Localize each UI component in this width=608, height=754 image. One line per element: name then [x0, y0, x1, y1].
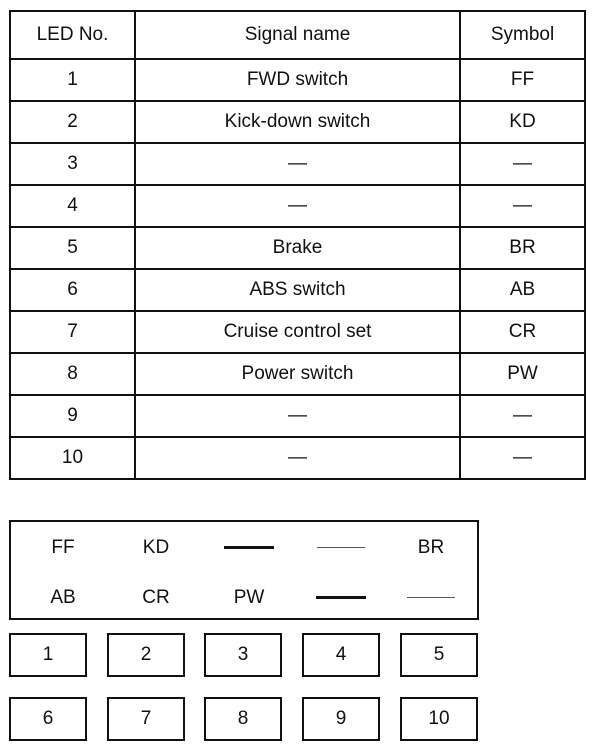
- symbol-cell: —: [460, 143, 585, 185]
- table-row: [10, 185, 585, 227]
- led-no-cell: 1: [10, 59, 135, 101]
- symbol-cell: —: [460, 185, 585, 227]
- symbol-panel: [9, 520, 479, 620]
- panel-unused-thick-dash: [209, 534, 289, 562]
- led-no-cell: 8: [10, 353, 135, 395]
- table-row: [10, 437, 585, 479]
- thin-dash-icon: [407, 597, 455, 598]
- panel-symbol-ff: FF: [51, 537, 75, 558]
- symbol-cell: PW: [460, 353, 585, 395]
- panel-symbol-pw: PW: [233, 587, 265, 608]
- signal-name-cell: —: [135, 143, 460, 185]
- led-no-cell: 4: [10, 185, 135, 227]
- signal-name-cell: —: [135, 395, 460, 437]
- signal-name-cell: Kick-down switch: [135, 101, 460, 143]
- symbol-cell: BR: [460, 227, 585, 269]
- table-row: [10, 227, 585, 269]
- panel-symbol-kd: KD: [142, 537, 170, 558]
- symbol-cell: CR: [460, 311, 585, 353]
- signal-name-cell: ABS switch: [135, 269, 460, 311]
- symbol-cell: KD: [460, 101, 585, 143]
- led-box-4: 4: [302, 633, 380, 677]
- signal-name-cell: —: [135, 437, 460, 479]
- led-box-7: 7: [107, 697, 185, 741]
- thick-dash-icon: [316, 596, 366, 599]
- led-box-3: 3: [204, 633, 282, 677]
- symbol-cell: FF: [460, 59, 585, 101]
- led-no-cell: 9: [10, 395, 135, 437]
- led-box-5: 5: [400, 633, 478, 677]
- panel-unused-thin-dash: [301, 534, 381, 562]
- led-box-2: 2: [107, 633, 185, 677]
- signal-name-cell: Power switch: [135, 353, 460, 395]
- signal-name-cell: Brake: [135, 227, 460, 269]
- led-no-cell: 5: [10, 227, 135, 269]
- led-box-6: 6: [9, 697, 87, 741]
- signal-name-cell: FWD switch: [135, 59, 460, 101]
- panel-symbol-br: BR: [417, 537, 445, 558]
- table-row: [10, 353, 585, 395]
- table-row: [10, 269, 585, 311]
- led-no-cell: 3: [10, 143, 135, 185]
- panel-symbol-ab: AB: [50, 587, 76, 608]
- led-box-10: 10: [400, 697, 478, 741]
- led-no-cell: 6: [10, 269, 135, 311]
- table-row: [10, 101, 585, 143]
- thin-dash-icon: [317, 547, 365, 548]
- led-signal-table: [9, 10, 586, 480]
- led-no-cell: 10: [10, 437, 135, 479]
- table-row: [10, 395, 585, 437]
- panel-unused-thin-dash: [391, 584, 471, 612]
- symbol-cell: AB: [460, 269, 585, 311]
- signal-name-cell: Cruise control set: [135, 311, 460, 353]
- symbol-cell: —: [460, 395, 585, 437]
- table-row: [10, 311, 585, 353]
- signal-name-cell: —: [135, 185, 460, 227]
- led-no-cell: 7: [10, 311, 135, 353]
- panel-unused-thick-dash: [301, 584, 381, 612]
- led-box-9: 9: [302, 697, 380, 741]
- header-symbol: Symbol: [460, 11, 585, 59]
- led-no-cell: 2: [10, 101, 135, 143]
- led-box-8: 8: [204, 697, 282, 741]
- symbol-cell: —: [460, 437, 585, 479]
- table-row: [10, 143, 585, 185]
- header-signal-name: Signal name: [135, 11, 460, 59]
- led-box-1: 1: [9, 633, 87, 677]
- header-led-no: LED No.: [10, 11, 135, 59]
- table-row: [10, 59, 585, 101]
- panel-symbol-cr: CR: [142, 587, 170, 608]
- table-header-row: [10, 11, 585, 59]
- thick-dash-icon: [224, 546, 274, 549]
